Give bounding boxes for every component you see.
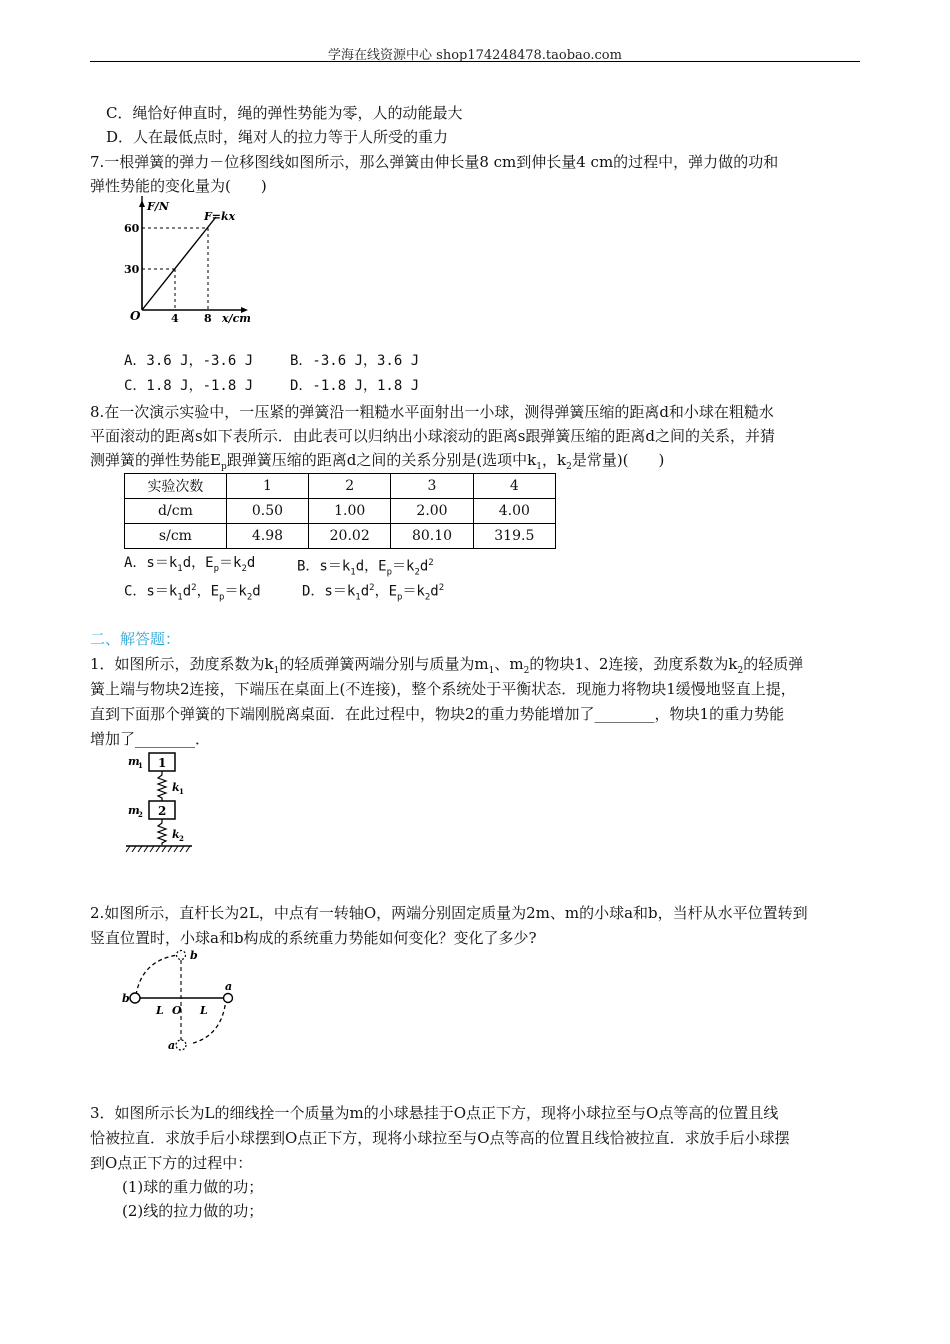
y-tick-60: 60	[124, 222, 140, 235]
q6-option-d: D．人在最低点时，绳对人的拉力等于人所受的重力	[106, 128, 449, 146]
table-row: d/cm 0.50 1.00 2.00 4.00	[125, 499, 556, 524]
label-a-right: a	[225, 980, 233, 993]
line-label: F=kx	[204, 210, 236, 223]
a3-subquestion-1: (1)球的重力做的功；	[122, 1178, 264, 1196]
label-b-left: b	[122, 992, 130, 1005]
y-axis-arrow	[139, 200, 145, 207]
graph-line-fkx	[142, 217, 216, 310]
q8-option-a: A．$s=k_1d$，$E_p=k_2d$	[124, 555, 256, 574]
y-axis-label: F/N	[147, 200, 169, 213]
a1-stem-line3: 直到下面那个弹簧的下端刚脱离桌面．在此过程中，物块2的重力势能增加了________，物块1的重力势能	[90, 705, 785, 723]
spring-k2	[158, 819, 166, 845]
block-2-label: 2	[158, 804, 167, 818]
label-a-bottom: a	[168, 1039, 176, 1052]
spring-k1	[158, 771, 166, 801]
ball-b	[130, 993, 140, 1003]
label-sub: 1	[179, 787, 184, 796]
a3-stem-line3: 到O点正下方的过程中：	[90, 1154, 253, 1172]
label-sub: 2	[179, 834, 184, 843]
q8-option-d: D．$s=k_1d^2$，$E_p=k_2d^2$	[302, 583, 445, 603]
label-sub: 1	[138, 761, 143, 770]
label-b-top: b	[190, 949, 198, 962]
q8-stem-line1: 8.在一次演示实验中，一压紧的弹簧沿一粗糙水平面射出一小球，测得弹簧压缩的距离d和小球在粗糙水	[90, 403, 774, 421]
q7-option-a: A．3.6 J，-3.6 J	[124, 353, 254, 369]
y-tick-30: 30	[124, 263, 140, 276]
label-k: k	[172, 828, 180, 841]
q7-stem-line1: 7.一根弹簧的弹力－位移图线如图所示，那么弹簧由伸长量8 cm到伸长量4 cm的过程中，弹力做的功和	[90, 153, 779, 171]
label-m: m	[128, 804, 140, 817]
label-l-right: L	[200, 1004, 208, 1017]
ball-a-rotated	[176, 1040, 186, 1050]
table-header-row: 实验次数 1 2 3 4	[125, 474, 556, 499]
header-rule	[90, 61, 860, 62]
a2-rotating-rod-figure	[118, 944, 246, 1056]
q8-stem-line2: 平面滚动的距离s如下表所示．由此表可以归纳出小球滚动的距离s跟弹簧压缩的距离d之间的关系，并猜	[90, 427, 776, 445]
label-m: m	[128, 755, 140, 768]
ball-a	[224, 994, 233, 1003]
q7-option-c: C．1.8 J，-1.8 J	[124, 378, 254, 394]
origin-label: O	[130, 309, 141, 323]
q8-stem-line3: 测弹簧的弹性势能$E_p$跟弹簧压缩的距离d之间的关系分别是(选项中$k_1$，$k_2$是常量)( )	[90, 451, 665, 472]
q8-option-c: C．$s=k_1d^2$，$E_p=k_2d$	[124, 583, 261, 603]
label-sub: 2	[138, 810, 143, 819]
a1-stem-line1: 1．如图所示，劲度系数为$k_1$的轻质弹簧两端分别与质量为$m_1$、$m_2$的物块1、2连接，劲度系数为$k_2$的轻质弹	[90, 655, 804, 676]
x-tick-8: 8	[204, 312, 212, 325]
q7-stem-line2: 弹性势能的变化量为( )	[90, 177, 267, 195]
q8-data-table	[124, 473, 556, 549]
arc-b-path	[136, 955, 178, 995]
arc-a-path	[190, 998, 226, 1044]
a3-stem-line1: 3．如图所示长为L的细线拴一个质量为m的小球悬挂于O点正下方，现将小球拉至与O点等高的位置且线	[90, 1104, 779, 1122]
page-header: 学海在线资源中心 shop174248478.taobao.com	[328, 48, 622, 63]
label-l-left: L	[156, 1004, 164, 1017]
table-row: s/cm 4.98 20.02 80.10 319.5	[125, 524, 556, 549]
x-tick-4: 4	[171, 312, 179, 325]
a1-spring-blocks-figure	[122, 750, 200, 856]
section-title: 二、解答题：	[90, 630, 181, 648]
a2-stem-line1: 2.如图所示，直杆长为2L，中点有一转轴O，两端分别固定质量为2m、m的小球a和b，当杆从水平位置转到	[90, 904, 808, 922]
a3-subquestion-2: (2)线的拉力做的功；	[122, 1202, 264, 1220]
label-o: O	[172, 1004, 182, 1017]
q7-option-b: B．-3.6 J，3.6 J	[290, 353, 420, 369]
q7-force-displacement-graph	[120, 196, 260, 330]
a2-stem-line2: 竖直位置时，小球a和b构成的系统重力势能如何变化？变化了多少?	[90, 929, 537, 947]
block-1-label: 1	[158, 756, 167, 770]
a3-stem-line2: 恰被拉直．求放手后小球摆到O点正下方，现将小球拉至与O点等高的位置且线恰被拉直．求放手后小球摆	[90, 1129, 790, 1147]
a1-stem-line2: 簧上端与物块2连接，下端压在桌面上(不连接)，整个系统处于平衡状态．现施力将物块1缓慢地竖直上提，	[90, 680, 796, 698]
q6-option-c: C．绳恰好伸直时，绳的弹性势能为零，人的动能最大	[106, 104, 463, 122]
label-k: k	[172, 781, 180, 794]
q7-option-d: D．-1.8 J，1.8 J	[290, 378, 420, 394]
x-axis-label: x/cm	[222, 312, 251, 325]
q8-option-b: B．$s=k_1d$，$E_p=k_2d^2$	[297, 558, 434, 578]
ball-b-rotated	[177, 951, 186, 960]
a1-stem-line4: 增加了________．	[90, 730, 211, 748]
